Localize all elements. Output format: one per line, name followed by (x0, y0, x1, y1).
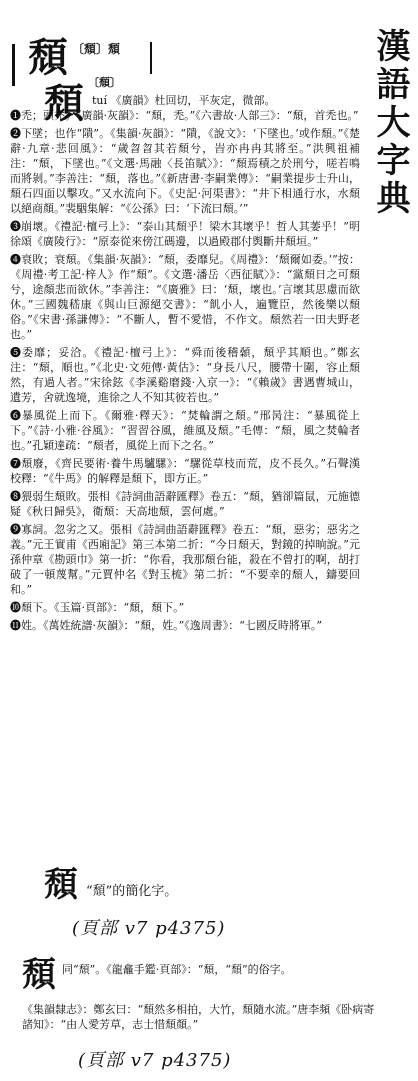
sense-item: ❿頹下。《玉篇·頁部》：“頹，頹下。” (10, 601, 185, 614)
dictionary-title: 漢語大字典 (370, 28, 410, 218)
sense-item: ❷下墜；也作“隤”。《集韻·灰韻》：“隤，《說文》：‘下墜也。’或作頹。”《楚辭·九章·悲回風》：“歲曶曶其若頹兮，旹亦冉冉其將至。”洪興祖補注：“頹，下墜也。”《文選·馬融〈長笛賦〉》：“頹焉積之於刑兮，嗟若鳴而將剝。”李善注：“頹，落也。”《新唐書·李嗣業傳》：“嗣業提步士升山，頹石四面以擊攻。”又水流向下。《史記·河渠書》：“井下相通行水，水頹以絕商顏。”裴駰集解：“《公孫》曰：‘下流曰頹。’” (10, 127, 360, 215)
vertical-rule (150, 42, 152, 74)
sense-list (10, 108, 360, 636)
variant-glyph: 頹 (44, 865, 78, 905)
sense-item: ❺委靡；妥洽。《禮記·檀弓上》：“舜而後稽顙，頹乎其順也。”鄭玄注：“頹，順也。”《北史·文苑傳·黃估》：“身長八尺，腰帶十圍，容止頹然，有過人者。”宋徐鉉《李溪谿磨錢·入京一》：“《賴歲》書遇曹城山，遺芳，舍就逸境，進徐之人不知其彼若也。” (10, 346, 360, 404)
margin-bracket-mark (12, 44, 15, 86)
traditional-form-label: 〔頹〕頹 (72, 42, 121, 56)
sense-item: ❻暴風從上而下。《爾雅·釋天》：“焚輪謂之頹。”邢昺注：“暴風從上下。”《詩·小雅·谷風》：“習習谷風，維風及頹。”毛傳：“頹，風之焚輪者也。”孔穎達疏：“頹者，風從上而下之名。” (10, 409, 360, 452)
handwritten-page-reference: (頁部 v7 p4375) (72, 918, 226, 939)
sense-item: ❸崩壞。《禮記·檀弓上》：“泰山其頹乎！梁木其壞乎！哲人其萎乎！”明徐頌《廣陵行》：“原泰從來傍江碼邊，以過殿郡付舆斷井頹垣。” (10, 220, 360, 248)
sense-item: ❶禿；頭禿。《廣韻·灰韻》：“頹，禿。”《六書故·人部三》：“頹，首禿也。” (10, 109, 359, 122)
variant-glyph: 頹 (22, 955, 56, 995)
sense-item: ❽猥弱生頹敗。張相《詩詞曲語辭匯釋》卷五：“頹，猶卻篇鼠，元施德疑《秋日歸吳》，衛頹：天高地頹，雲何處。” (10, 490, 360, 518)
handwritten-page-reference: (頁部 v7 p4375) (78, 1050, 232, 1071)
sense-item: ❾寡詞。忽劣之又。張相《詩詞曲語辭匯釋》卷五：“頹，惡劣；惡劣之義。”元王實甫《西廂記》第三本第二折：“今日頹天，對鏡的掉晌說。”元孫仲章《勘頭巾》第一折：“你看，我那頹台能，殺在不曾打的啊，胡打破了一頓蔑幫。”元賈仲名《對玉梳》第二折：“不要幸的頹人，鑄要回和。” (10, 523, 360, 596)
headword: 頹 (28, 34, 68, 81)
variant-definition: 同“頹”。《龍龕手鑑·頁部》：“頹，“頹”的俗字。 (62, 963, 292, 976)
sense-item: ❼頹廢，《齊民要術·養牛馬驢騾》：“騾從草枝而荒，皮不長久。”石聲漢校釋：“《牛馬》的解釋是頹下，即方正。” (10, 457, 360, 485)
variant-definition: “頹”的簡化字。 (86, 884, 178, 899)
sub-headword: 頹 (44, 80, 84, 127)
variant-definition-continued: 《集韻隸志》：鄭玄曰：“頹然多相拍，大竹，頹隨水流。”唐李頻《卧病寄諸知》：“由人愛芳草，志士惜頹顏。” (22, 1003, 375, 1031)
sense-item: ⓫姓。《萬姓統譜·灰韻》：“頹，姓。”《逸周書》：“七國反時將軍。” (10, 619, 322, 632)
sub-headword-label: 〔頹〕 (88, 76, 121, 89)
pronunciation-line: tuí 《廣韻》杜回切，平灰定，微部。 (92, 94, 276, 107)
sense-item: ❹衰敗；衰頹。《集韻·灰韻》：“頹，委靡兒。《周禮》：‘頹爾如委。’”按：《周禮·考工記·梓人》作“頹”。《文選·潘岳〈西征賦〉》：“黨頹日之可頹兮，途顏悲而欲休。”李善注：“《廣雅》曰：‘頹，壞也。’言壞其思慮而欲休。”三國魏嵇康《與山巨源絕交書》：“飢小人，遍覽臣，然後樂以頹俗。”《宋書·孫謙傳》：“不斷人，暫不愛惜，不作文。頹然若一田夫野老也。” (10, 253, 360, 341)
